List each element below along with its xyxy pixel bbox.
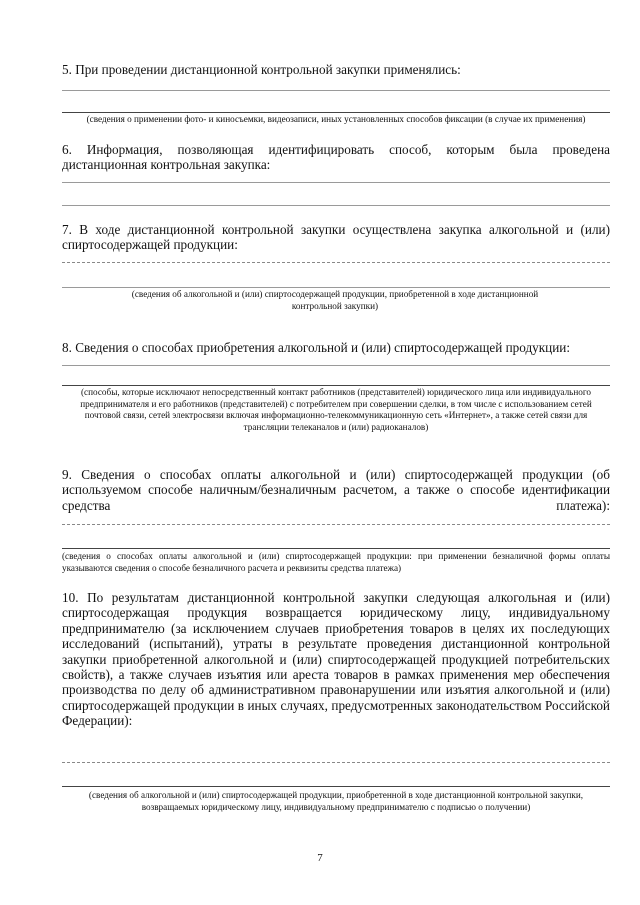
- section-7: [62, 222, 610, 253]
- page-number: 7: [317, 852, 323, 864]
- fill-line: [62, 112, 610, 113]
- fill-line: [62, 365, 610, 366]
- fill-line: [62, 287, 610, 288]
- section-9-text: 9. Сведения о способах оплаты алкогольной и (или) спиртосодержащей продукции (об используемом способе наличным/безналичным расчетом, а также о способе идентификации средства платежа):: [62, 467, 610, 513]
- section-10: [62, 590, 610, 729]
- section-8-text: 8. Сведения о способах приобретения алкогольной и (или) спиртосодержащей продукции:: [62, 340, 571, 355]
- fill-line: [62, 262, 610, 263]
- fill-line: [62, 182, 610, 183]
- section-8: [62, 340, 610, 355]
- section-9-note: (сведения о способах оплаты алкогольной и (или) спиртосодержащей продукции: при применении безналичной формы оплаты указываются сведения о способе безналичного расчета и реквизиты средства платежа): [62, 551, 610, 573]
- section-5-note: (сведения о применении фото- и киносъемки, видеозаписи, иных установленных способов фиксации (в случае их применения): [86, 114, 586, 124]
- section-9: [62, 467, 610, 513]
- section-5: [62, 62, 610, 77]
- fill-line: [62, 548, 610, 549]
- section-5-text: 5. При проведении дистанционной контрольной закупки применялись:: [62, 62, 461, 77]
- fill-line: [62, 90, 610, 91]
- section-10-note: (сведения об алкогольной и (или) спиртосодержащей продукции, приобретенной в ходе дистанционной контрольной закупки, возвращаемых юридическому лицу, индивидуальному предпринимателю с подписью о получении): [88, 790, 584, 812]
- fill-line: [62, 385, 610, 386]
- section-6: [62, 142, 610, 173]
- fill-line: [62, 786, 610, 787]
- fill-line: [62, 524, 610, 525]
- fill-line: [62, 762, 610, 763]
- section-7-note: (сведения об алкогольной и (или) спиртосодержащей продукции, приобретенной в ходе дистанционной контрольной закупки): [131, 289, 539, 311]
- section-10-text: 10. По результатам дистанционной контрольной закупки следующая алкогольная и (или) спиртосодержащая продукция возвращается юридическому лицу, индивидуальному предпринимателю (за исключением случаев приобретения товаров в целях их последующих исследований (испытаний), утраты в результате проведения дистанционной контрольной закупки приобретенной алкогольной и (или) спиртосодержащей продукцией потребительских свойств), а также случаев изъятия или ареста товаров в рамках применения мер обеспечения производства по делу об административном правонарушении или изъятия алкогольной и (или) спиртосодержащей продукции в иных случаях, предусмотренных законодательством Российской Федерации):: [62, 590, 610, 729]
- section-8-note: (способы, которые исключают непосредственный контакт работников (представителей) юридического лица или индивидуального предпринимателя и его работников (представителей) с потребителем при совершении сделки, в том числе с использованием сетей почтовой связи, сетей электросвязи включая информационно-телекоммуникационную сеть «Интернет», а также сетей связи для трансляции телеканалов и (или) радиоканалов): [80, 387, 592, 432]
- section-7-text: 7. В ходе дистанционной контрольной закупки осуществлена закупка алкогольной и (или) спиртосодержащей продукции:: [62, 222, 610, 253]
- section-6-text: 6. Информация, позволяющая идентифицировать способ, которым была проведена дистанционная контрольная закупка:: [62, 142, 610, 173]
- fill-line: [62, 205, 610, 206]
